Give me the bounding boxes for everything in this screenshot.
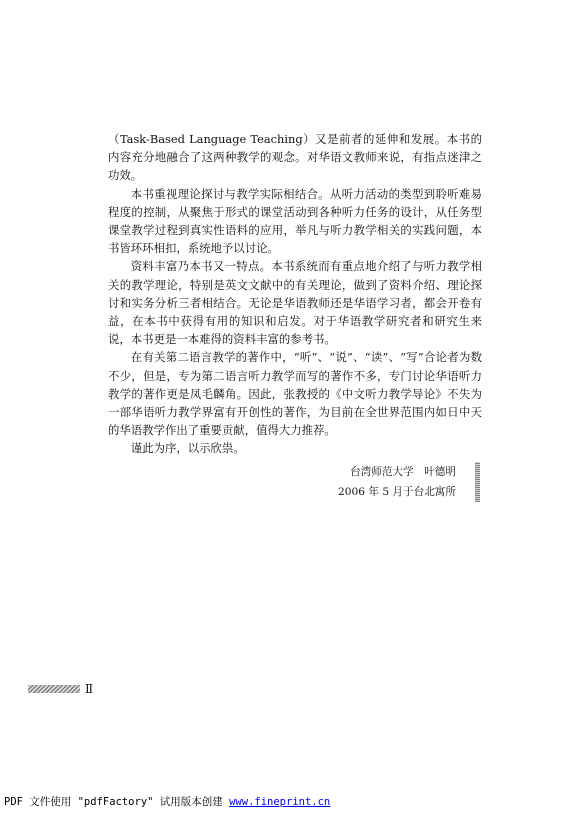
paragraph-5: 谨此为序，以示欣祟。 [130, 441, 245, 456]
signature-date-place: 2006 年 5 月于台北寓所 [338, 486, 456, 498]
preface-body [108, 130, 482, 458]
paragraph-3: 资料丰富乃本书又一特点。本书系统而有重点地介绍了与听力教学相关的教学理论，特别是英文文献中的有关理论，做到了资料介绍、理论探讨和实务分析三者相结合。无论是华语教师还是华语学习者，都会开卷有益，在本书中获得有用的知识和启发。对于华语教学研究者和研究生来说，本书更是一本难得的资料丰富的参考书。 [108, 259, 482, 347]
pdf-footer [4, 795, 330, 809]
signature-block [338, 462, 456, 502]
page-folio [28, 682, 93, 696]
signature-decorative-bar [475, 462, 480, 502]
footer-link[interactable]: www.fineprint.cn [229, 796, 331, 808]
footer-text: PDF 文件使用 "pdfFactory" 试用版本创建 [4, 796, 230, 808]
folio-decorative-bar [28, 685, 80, 693]
paragraph-2: 本书重视理论探讨与教学实际相结合。从听力活动的类型到聆听难易程度的控制，从聚焦于形式的课堂活动到各种听力任务的设计，从任务型课堂教学过程到真实性语料的应用，举凡与听力教学相关的实践问题，本书皆环环相扣，系统地予以讨论。 [108, 186, 482, 256]
paragraph-1: （Task-Based Language Teaching）又是前者的延伸和发展。本书的内容充分地融合了这两种教学的观念。对华语文教师来说，有指点迷津之功效。 [108, 132, 482, 183]
signature-author: 台湾师范大学 叶德明 [350, 466, 456, 478]
paragraph-4: 在有关第二语言教学的著作中，“听”、“说”、“读”、“写”合论者为数不少，但是，专为第二语言听力教学而写的著作不多，专门讨论华语听力教学的著作更是凤毛麟角。因此，张教授的《中文听力教学导论》不失为一部华语听力教学界富有开创性的著作，为目前在全世界范围内如日中天的华语教学作出了重要贡献，值得大力推荐。 [108, 350, 482, 438]
page-number: Ⅱ [85, 682, 94, 696]
